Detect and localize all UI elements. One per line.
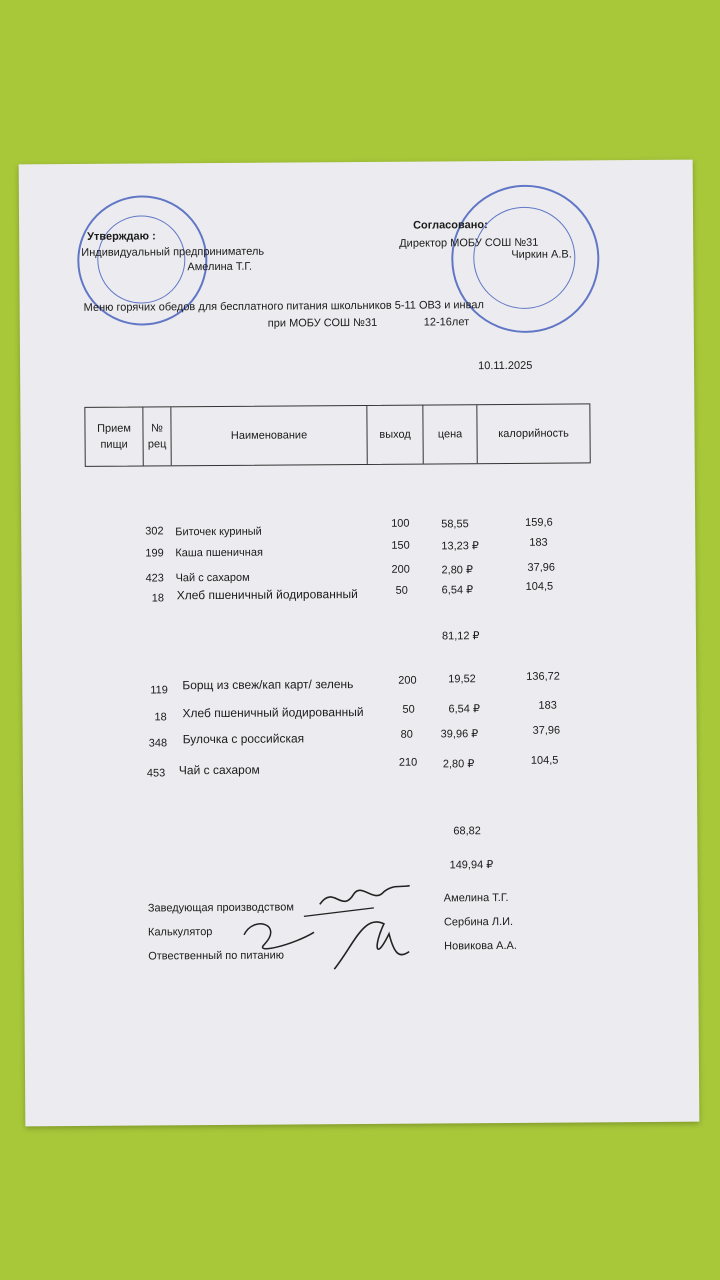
approve-label: Утверждаю : — [87, 230, 156, 243]
dish-output: 150 — [391, 539, 410, 552]
dish-kcal: 37,96 — [532, 724, 561, 737]
dish-name: Борщ из свеж/кап карт/ зелень — [182, 677, 354, 693]
approve-name: Амелина Т.Г. — [187, 260, 253, 274]
menu-document — [19, 160, 700, 1127]
dish-output: 100 — [391, 517, 410, 530]
rec-number: 453 — [146, 767, 166, 780]
dish-price: 58,55 — [441, 518, 469, 531]
sign-name-nutrition: Новикова А.А. — [444, 939, 517, 953]
dish-output: 50 — [402, 703, 415, 716]
dish-name: Хлеб пшеничный йодированный — [182, 704, 364, 721]
dish-kcal: 104,5 — [525, 580, 554, 593]
dish-output: 200 — [391, 563, 410, 576]
menu-date: 10.11.2025 — [478, 359, 533, 373]
handwritten-signatures — [224, 874, 425, 985]
col-meal: Прием пищи — [85, 407, 143, 465]
agree-role: Директор МОБУ СОШ №31 — [399, 236, 539, 250]
dish-kcal: 183 — [538, 699, 557, 712]
dish-output: 210 — [398, 756, 418, 769]
rec-number: 18 — [151, 592, 164, 605]
dish-output: 80 — [400, 728, 413, 741]
agree-name: Чиркин А.В. — [511, 248, 572, 261]
rec-number: 348 — [148, 737, 168, 750]
menu-title-line1: Меню горячих обедов для бесплатного питания школьников 5-11 ОВЗ и инвал — [83, 299, 484, 314]
dish-output: 50 — [395, 584, 408, 597]
grand-total: 149,94 ₽ — [449, 859, 494, 872]
rec-number: 199 — [145, 547, 164, 560]
dish-kcal: 37,96 — [527, 561, 556, 574]
dish-name: Биточек куриный — [175, 525, 262, 539]
col-kcal: калорийность — [498, 427, 569, 441]
col-name: Наименование — [171, 406, 367, 465]
sign-role-calculator: Калькулятор — [147, 926, 213, 939]
col-out: выход — [367, 406, 423, 464]
dish-kcal: 104,5 — [530, 754, 559, 767]
agree-label: Согласовано: — [413, 219, 488, 232]
dish-price: 19,52 — [448, 673, 476, 686]
dish-kcal: 159,6 — [525, 516, 553, 529]
dish-output: 200 — [398, 674, 417, 687]
dish-name: Чай с сахаром — [178, 762, 260, 778]
dish-price: 6,54 ₽ — [448, 703, 480, 716]
dish-price: 2,80 ₽ — [442, 758, 475, 771]
sign-name-production: Амелина Т.Г. — [443, 891, 509, 905]
rec-number: 302 — [145, 525, 164, 538]
dish-name: Чай с сахаром — [175, 571, 250, 585]
dish-name: Хлеб пшеничный йодированный — [176, 587, 358, 603]
rec-number: 423 — [145, 572, 164, 585]
dish-kcal: 136,72 — [526, 670, 560, 683]
dish-kcal: 183 — [529, 536, 548, 549]
meal1-total: 81,12 ₽ — [441, 630, 480, 643]
dish-price: 39,96 ₽ — [440, 728, 479, 741]
col-rec: № рец — [143, 407, 171, 465]
sign-role-production: Заведующая производством — [147, 901, 294, 915]
sign-role-nutrition: Отвественный по питанию — [148, 949, 285, 963]
col-price: цена — [423, 405, 477, 463]
dish-price: 2,80 ₽ — [441, 564, 474, 577]
rec-number: 119 — [150, 684, 168, 697]
menu-title-school: при МОБУ СОШ №31 — [267, 316, 378, 330]
dish-price: 13,23 ₽ — [441, 540, 479, 553]
dish-price: 6,54 ₽ — [441, 584, 474, 597]
rec-number: 18 — [154, 711, 167, 724]
menu-table-header — [84, 403, 590, 467]
sign-name-calculator: Сербина Л.И. — [443, 915, 514, 929]
dish-name: Каша пшеничная — [175, 546, 263, 560]
meal2-total: 68,82 — [453, 825, 481, 838]
dish-name: Булочка с российская — [182, 731, 305, 747]
menu-title-age: 12-16лет — [423, 316, 470, 329]
approve-role: Индивидуальный предприниматель — [81, 245, 265, 259]
